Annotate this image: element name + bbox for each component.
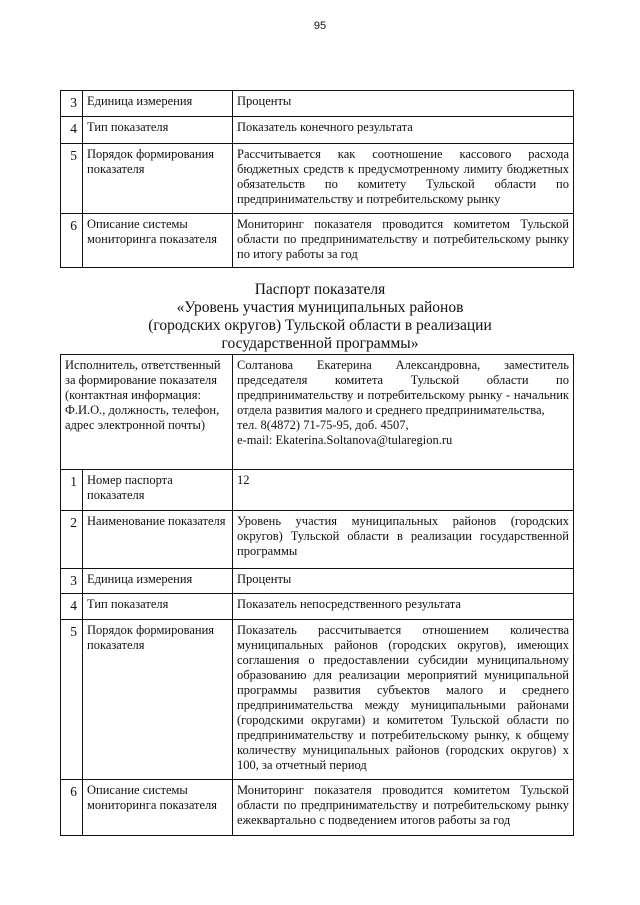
table-row [61, 780, 574, 836]
table-row [61, 470, 574, 511]
row-label: Порядок формирования показателя [83, 144, 233, 214]
executor-row [61, 355, 574, 470]
row-number: 4 [61, 117, 83, 144]
executor-label: Исполнитель, ответственный за формирование показателя (контактная информация: Ф.И.О., должность, телефон, адрес электронной почты) [61, 355, 233, 470]
row-label: Номер паспорта показателя [83, 470, 233, 511]
row-label: Наименование показателя [83, 511, 233, 569]
row-label: Тип показателя [83, 594, 233, 620]
table-row [61, 117, 574, 144]
passport-title [0, 281, 640, 353]
row-value: Уровень участия муниципальных районов (городских округов) Тульской области в реализации государственной программы [233, 511, 574, 569]
row-value: 12 [233, 470, 574, 511]
row-value: Показатель непосредственного результата [233, 594, 574, 620]
table-row [61, 594, 574, 620]
table-row [61, 144, 574, 214]
row-label: Единица измерения [83, 569, 233, 594]
passport-title-line: государственной программы» [221, 335, 419, 352]
executor-phone: тел. 8(4872) 71-75-95, доб. 4507, [237, 418, 409, 432]
table-row [61, 214, 574, 268]
table-row [61, 569, 574, 594]
row-number: 4 [61, 594, 83, 620]
row-number: 6 [61, 214, 83, 268]
row-value: Рассчитывается как соотношение кассового расхода бюджетных средств к предусмотренному лимиту бюджетных обязательств по комитету Тульской области по предпринимательству и потребительскому рынку [233, 144, 574, 214]
row-number: 1 [61, 470, 83, 511]
row-value: Показатель конечного результата [233, 117, 574, 144]
executor-name: Солтанова Екатерина Александровна, заместитель председателя комитета Тульской области по предпринимательству и потребительскому рынку - начальник отдела развития малого и среднего предпринимательства, [237, 358, 569, 417]
row-label: Описание системы мониторинга показателя [83, 214, 233, 268]
row-number: 5 [61, 144, 83, 214]
row-number: 5 [61, 620, 83, 780]
passport-title-line: «Уровень участия муниципальных районов [176, 299, 464, 316]
indicator-table-continued [60, 90, 574, 268]
row-number: 3 [61, 569, 83, 594]
row-number: 2 [61, 511, 83, 569]
row-value: Показатель рассчитывается отношением количества муниципальных районов (городских округов), имеющих соглашения о предоставлении субсидии муниципальному образованию для реализации мероприятий муниципальной программы развития субъектов малого и среднего предпринимательства между муниципальными районами (городскими округами) и комитетом Тульской области по предпринимательству и потребительскому рынку, к общему количеству муниципальных районов (городских округов) х 100, за отчетный период [233, 620, 574, 780]
page-number: 95 [313, 20, 327, 32]
table-row [61, 620, 574, 780]
row-value: Мониторинг показателя проводится комитетом Тульской области по предпринимательству и потребительскому рынку ежеквартально с подведением итогов работы за год [233, 780, 574, 836]
passport-title-line: (городских округов) Тульской области в реализации [148, 317, 492, 334]
row-value: Проценты [233, 569, 574, 594]
passport-title-line: Паспорт показателя [254, 281, 386, 298]
row-label: Описание системы мониторинга показателя [83, 780, 233, 836]
executor-info [233, 355, 574, 470]
row-label: Единица измерения [83, 91, 233, 117]
row-number: 3 [61, 91, 83, 117]
row-label: Порядок формирования показателя [83, 620, 233, 780]
table-row [61, 91, 574, 117]
row-number: 6 [61, 780, 83, 836]
executor-email: e-mail: Ekaterina.Soltanova@tularegion.ru [237, 433, 453, 447]
indicator-passport-table [60, 354, 574, 836]
row-label: Тип показателя [83, 117, 233, 144]
table-row [61, 511, 574, 569]
row-value: Мониторинг показателя проводится комитетом Тульской области по предпринимательству и потребительскому рынку по итогу работы за год [233, 214, 574, 268]
row-value: Проценты [233, 91, 574, 117]
